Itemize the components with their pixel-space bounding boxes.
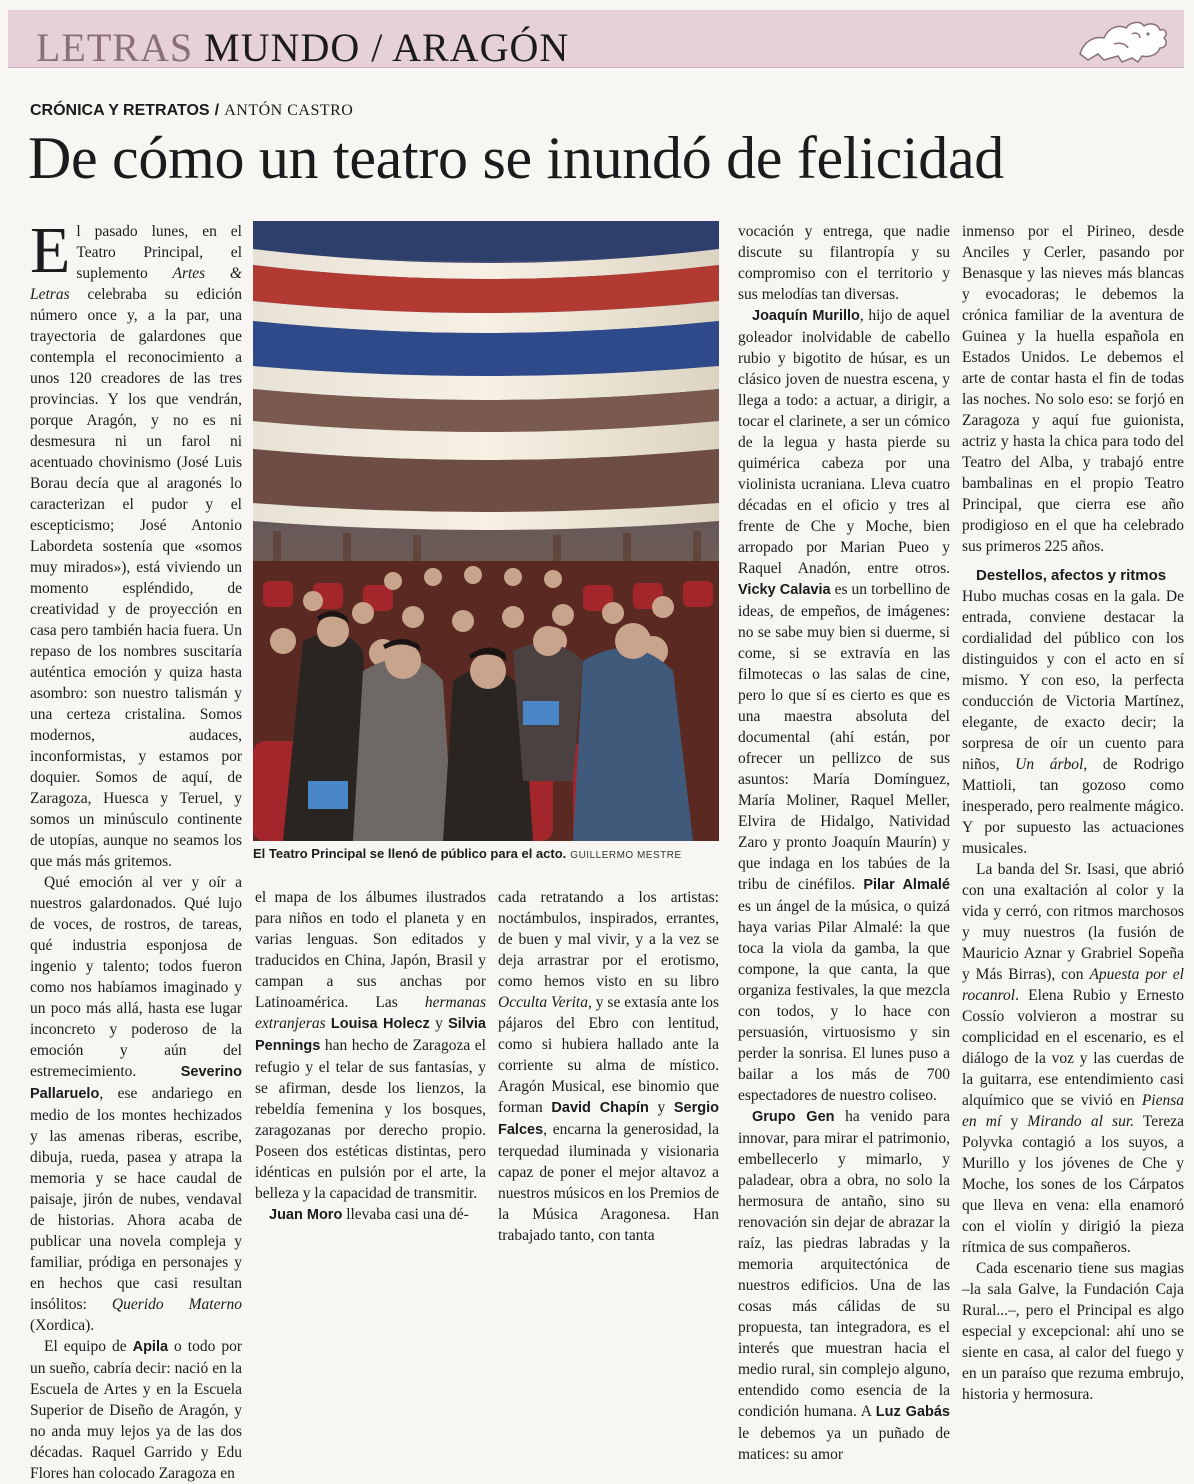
- person-name: Silvia Pennings: [255, 1016, 486, 1054]
- paragraph: [30, 214, 242, 872]
- text: cada retratando a los artistas: noctámbulos, inspirados, errantes, de buen y mal vivir, y a la vez se deja arrastrar por el erotismo, como hemos visto en su libro: [498, 889, 719, 990]
- text: Cada escenario tiene sus magias –la sala Galve, la Fundación Caja Rural...–, pero el Principal es algo especial y excepcional: ahí uno se siente en casa, al calor del fuego y en un paraíso que rezuma embrujo, historia y hermosura.: [962, 1260, 1184, 1403]
- paragraph: [255, 887, 486, 1204]
- emphasis: Artes & Letras: [30, 265, 242, 303]
- lion-logo-icon: [1074, 14, 1170, 66]
- text: . Elena Rubio y Ernesto Cossío volvieron a mostrar su complicidad en el escenario, es el diálogo de la voz y las cuerdas de la guitarra, ese entendimiento casi alquímico que se vivió en: [962, 987, 1184, 1109]
- paragraph: [255, 1204, 486, 1226]
- person-name: Vicky Calavia: [738, 582, 831, 598]
- text: , de Rodrigo Mattioli, tan gozoso como inesperado, pero realmente mágico. Y por supuesto las actuaciones musicales.: [962, 756, 1184, 857]
- paragraph: [738, 221, 950, 305]
- person-name: Juan Moro: [269, 1207, 343, 1223]
- paragraph: [962, 221, 1184, 557]
- column-1: [30, 214, 243, 1482]
- column-4: [738, 221, 950, 1463]
- text: y: [429, 1015, 449, 1032]
- paragraph: [738, 1106, 950, 1465]
- person-name: Apila: [132, 1339, 169, 1355]
- person-name: Louisa Holecz: [330, 1016, 430, 1032]
- person-name: Luz Gabás: [875, 1404, 950, 1420]
- section-title-letras: LETRAS: [36, 25, 194, 70]
- text: Hubo muchas cosas en la gala. De entrada, conviene destacar la cordialidad del público con los distinguidos y con el acto en sí mismo. Y con eso, la perfecta conducción de Victoria Martínez, elegante, de exacto decir; la sorpresa de oír un cuento para niños,: [962, 588, 1184, 773]
- emphasis: Occulta Verita: [498, 994, 588, 1011]
- kicker-separator: /: [214, 102, 220, 119]
- person-name: Grupo Gen: [752, 1109, 835, 1125]
- text: es un ángel de la música, o quizá haya varias Pilar Almalé: la que toca la viola da gamba, la que compone, la que canta, la que organiza festivales, la que mezcla con todos, y lo hace con persuasión, virtuosismo y sin perder la sonrisa. El lunes puso a bailar a los más de 700 espectadores de nuestro coliseo.: [738, 898, 950, 1104]
- paragraph: [962, 859, 1184, 1258]
- section-title: [36, 24, 569, 71]
- person-name: Joaquín Murillo: [752, 308, 860, 324]
- paragraph: [30, 872, 242, 1336]
- emphasis: Apuesta por el rocanrol: [962, 966, 1184, 1004]
- kicker-label: CRÓNICA Y RETRATOS: [30, 102, 210, 119]
- photo-caption: [253, 846, 682, 861]
- text: , encarna la generosidad, la terquedad iluminada y visionaria capaz de poner el mejor altavoz a nuestros músicos en los Premios de la Música Aragonesa. Han trabajado tanto, con tanta: [498, 1121, 719, 1244]
- paragraph: [962, 586, 1184, 859]
- text: o todo por un sueño, cabría decir: nació en la Escuela de Artes y en la Escuela Superior de Diseño de Aragón, y no anda muy lejos ya de las dos décadas. Raquel Garrido y Edu Flores han colocado Zaragoza en: [30, 1338, 243, 1482]
- text: ha venido para innovar, para mirar el patrimonio, embellecerlo y mimarlo, y paladear, obra a obra, no solo la hermosura de antaño, sino su renovación sin dejar de abrazar la raíz, las piedras labradas y la memoria arquitectónica de nuestros edificios. Una de las cosas más cálidas de su propuesta, tan integradora, es el interés que muestran hacia el medio rural, sin complejo alguno, entendido como esencia de la condición humana. A: [738, 1108, 950, 1420]
- caption-text: El Teatro Principal se llenó de público para el acto.: [253, 846, 567, 861]
- section-band: [8, 10, 1184, 68]
- text: El equipo de: [44, 1338, 133, 1355]
- person-name: David Chapín: [551, 1100, 649, 1116]
- emphasis: Piensa en mí: [962, 1092, 1184, 1130]
- text: , y se extasía ante los pájaros del Ebro con lentitud, como si hubiera hallado ante la corriente su alma de místico. Aragón Musical, ese binomio que forman: [498, 994, 719, 1116]
- text: Tereza Polyvka contagió a los suyos, a Murillo y los jóvenes de Che y Moche, los sones de los Cárpatos que lleva en vena: ella enamoró con el violín y dirigió la pieza rítmica de sus compañeros.: [962, 1113, 1184, 1256]
- subheading: Destellos, afectos y ritmos: [976, 567, 1167, 584]
- column-5: [962, 221, 1184, 1403]
- text: Qué emoción al ver y oír a nuestros galardonados. Qué lujo de voces, de rostros, de tareas, qué industria esponjosa de ingenio y talento; todos fueron como nos habíamos imaginado y un poco más allá, hasta ese lugar inconcreto y poderoso de la emoción y aún del estremecimiento.: [30, 874, 242, 1080]
- text: le debemos ya un puñado de matices: su amor: [738, 1425, 950, 1463]
- paragraph: [962, 1258, 1184, 1405]
- column-3: [498, 887, 719, 1244]
- text: llevaba casi una dé-: [342, 1206, 469, 1223]
- person-name: Severino Pallaruelo: [30, 1064, 242, 1102]
- text: el mapa de los álbumes ilustrados para niños en todo el planeta y en varias lenguas. Son editados y traducidos en China, Japón, Brasil y campan a sus anchas por Latinoamérica. Las: [255, 889, 486, 1011]
- paragraph: [30, 1336, 242, 1484]
- kicker: [30, 100, 353, 120]
- text: , ese andariego en medio de los montes hechizados y las amenas riberas, escribe, dibuja, rueda, pasea y atrapa la memoria y se hace caudal de paisaje, jirón de nubes, vendaval de historias. Ahora acaba de publicar una novela compleja y familiar, pródiga en personajes y en hechos que casi resultan insólitos:: [30, 1085, 242, 1313]
- text: han hecho de Zaragoza el refugio y el telar de sus fantasías, y se afirman, desde los lienzos, la rebeldía femenina y los bosques, zaragozanas por derecho propio. Poseen dos estéticas distintas, pero idénticas en pulsión por el arte, la belleza y la capacidad de transmitir.: [255, 1037, 486, 1202]
- drop-cap: E: [30, 214, 71, 287]
- text: l pasado lunes, en el Teatro Principal, el suplemento: [76, 223, 242, 282]
- text: La banda del Sr. Isasi, que abrió con una exaltación al color y la vida y cerró, con ritmos marchosos y muy nuestros (la fusión de Mauricio Aznar y Grabriel Sopeña y Más Birras), con: [962, 861, 1184, 983]
- theatre-photo: [253, 221, 719, 841]
- theatre-audience-image: [253, 221, 719, 841]
- kicker-author: ANTÓN CASTRO: [224, 102, 354, 119]
- text: vocación y entrega, que nadie discute su filantropía y su compromiso con el territorio y sus melodías tan diversas.: [738, 223, 950, 303]
- text: y: [1001, 1113, 1028, 1130]
- photo-credit: GUILLERMO MESTRE: [570, 850, 682, 861]
- text: , hijo de aquel goleador inolvidable de cabello rubio y bigotito de húsar, es un clásico joven de nuestra escena, y llega a todo: a actuar, a dirigir, a tocar el clarinete, a ser un cómico de la legua y hasta pierde su quimérica cabeza por una violinista ucraniana. Lleva cuatro décadas en el oficio y tres al frente de Che y Moche, bien arropado por Marian Pueo y Raquel Anadón, entre otros.: [738, 307, 950, 577]
- headline: De cómo un teatro se inundó de felicidad: [28, 125, 1005, 191]
- text: celebraba su edición número once y, a la par, una trayectoria de galardones que contempla el reconocimiento a unos 120 creadores de las tres provincias. Y los que vendrán, porque Aragón, y no es ni desmesura ni un farol ni acentuado chovinismo (José Luis Borau decía que al aragonés lo caracterizan el pudor y el escepticismo; José Antonio Labordeta sostenía que «somos muy mirados»), está viviendo un momento espléndido, de creatividad y de proyección en casa pero también hacia fuera. Un repaso de los nombres suscitaría auténtica emoción y quiza hasta asombro: son nuestro talismán y una certeza cristalina. Somos modernos, audaces, inconformistas, y estamos por doquier. Somos de aquí, de Zaragoza, Huesca y Teruel, y somos un minúsculo continente de utopías, aunque no seamos los que más más gritemos.: [30, 286, 242, 870]
- text: inmenso por el Pirineo, desde Anciles y Cerler, pasando por Benasque y las nieves más blancas y evocadoras; le debemos la crónica familiar de la aventura de Guinea y la huella española en Estados Unidos. Le debemos el arte de contar hasta el fin de todas las noches. No solo eso: se forjó en Zaragoza y aquí fue guionista, actriz y hasta la chica para todo del Teatro del Alba, y trabajó entre bambalinas en el propio Teatro Principal, que cierra ese año prodigioso en el que ha celebrado sus primeros 225 años.: [962, 223, 1184, 555]
- person-name: Sergio Falces: [498, 1100, 719, 1138]
- text: es un torbellino de ideas, de empeños, de imágenes: no se sabe muy bien si duerme, si come, si se extravía en las filmotecas o las salas de cine, pero lo que sí es cierto es que es una maestra absoluta del documental (ahí están, por ofrecer un pellizco de sus asuntos: María Domínguez, María Moliner, Raquel Meller, Elvira de Hidalgo, Natividad Zaro y pronto Joaquín Maurín) y que indaga en los tabúes de la tribu de cinéfilos.: [738, 581, 950, 893]
- paragraph: [738, 305, 950, 1106]
- paragraph: [498, 887, 719, 1246]
- emphasis: Mirando al sur.: [1027, 1113, 1135, 1130]
- text: (Xordica).: [30, 1317, 95, 1334]
- emphasis: Querido Materno: [111, 1296, 242, 1313]
- text: y: [648, 1099, 674, 1116]
- person-name: Pilar Almalé: [863, 877, 950, 893]
- column-2: [255, 887, 486, 1223]
- emphasis: Un árbol: [1015, 756, 1084, 773]
- emphasis: hermanas extranjeras: [255, 994, 486, 1032]
- section-title-mundo: MUNDO / ARAGÓN: [204, 25, 570, 70]
